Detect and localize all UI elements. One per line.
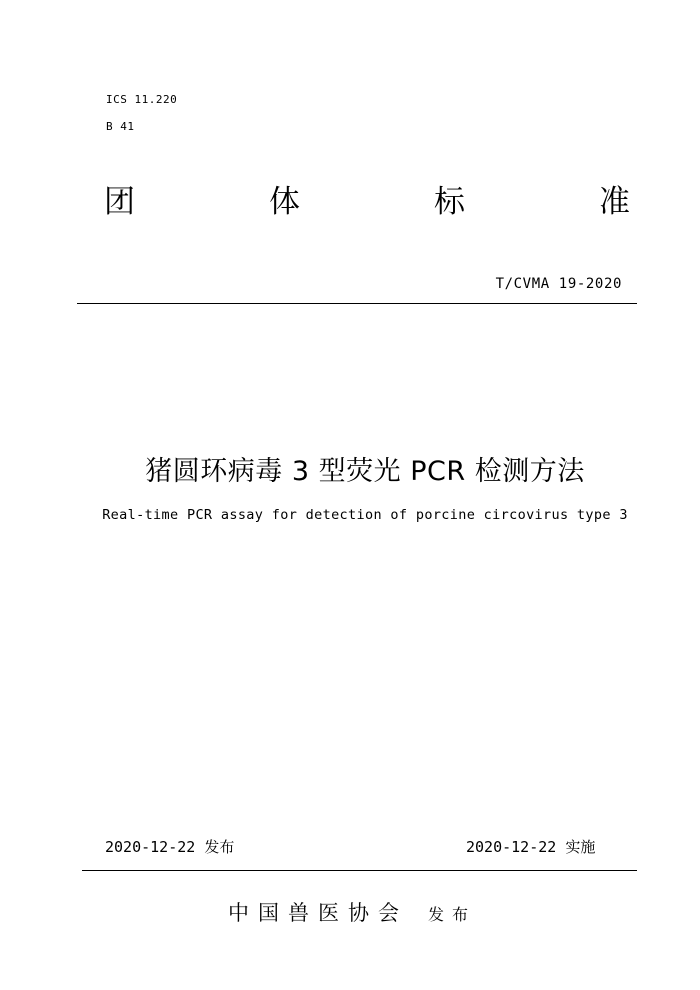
ics-code: ICS 11.220 — [106, 93, 178, 106]
standard-type-char: 准 — [599, 183, 630, 220]
publisher-action: 发布 — [428, 905, 477, 924]
title-chinese: 猪圆环病毒 3 型荧光 PCR 检测方法 — [145, 456, 585, 487]
standard-type-char: 体 — [269, 183, 300, 220]
title-english: Real-time PCR assay for detection of porcine circovirus type 3 — [102, 507, 628, 523]
bottom-divider — [82, 870, 637, 871]
top-divider — [77, 303, 637, 304]
standard-type-char: 标 — [434, 183, 465, 220]
publisher-line — [228, 897, 476, 927]
standard-number: T/CVMA 19-2020 — [495, 276, 622, 292]
ccs-code: B 41 — [106, 120, 135, 133]
standard-type-char: 团 — [104, 183, 135, 220]
publisher-name: 中国兽医协会 — [228, 901, 408, 925]
implementation-date: 2020-12-22 实施 — [466, 838, 596, 856]
standard-type-heading — [104, 180, 630, 224]
issue-date: 2020-12-22 发布 — [105, 838, 235, 856]
